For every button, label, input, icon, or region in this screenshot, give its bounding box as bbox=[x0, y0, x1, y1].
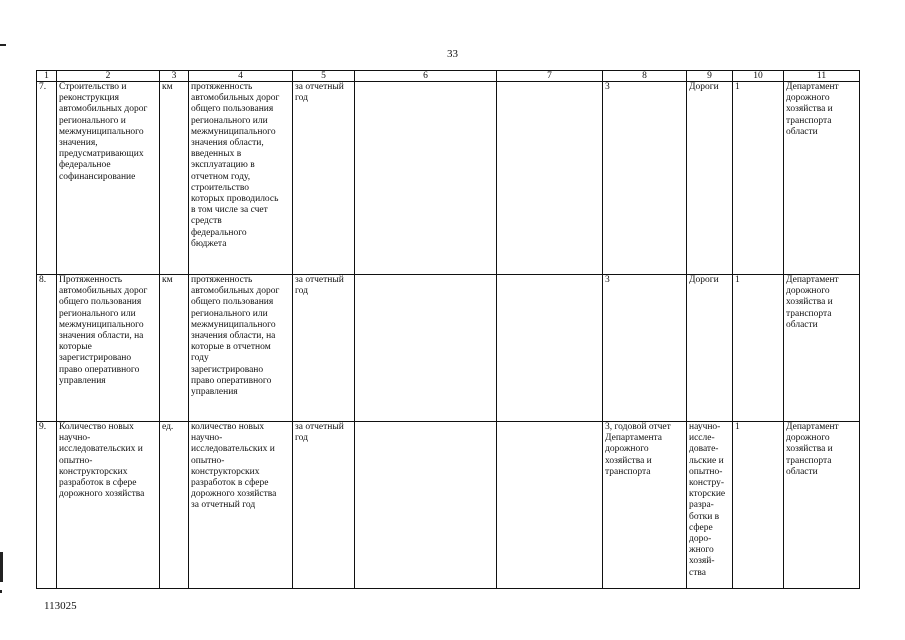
page-number: 33 bbox=[447, 48, 458, 60]
row-number: 8. bbox=[37, 275, 57, 422]
column-9-cell: Дороги bbox=[687, 82, 733, 275]
column-8-cell: 3, годовой отчет Департамента дорожного хозяйства и транспорта bbox=[603, 422, 687, 589]
table-row bbox=[37, 82, 860, 275]
responsible-cell: Департамент дорожного хозяйства и транспорта области bbox=[784, 275, 860, 422]
column-10-cell: 1 bbox=[733, 82, 784, 275]
column-6-cell bbox=[355, 82, 497, 275]
column-header: 11 bbox=[784, 71, 860, 82]
column-10-cell: 1 bbox=[733, 422, 784, 589]
period-cell: за отчетный год bbox=[293, 422, 355, 589]
column-header: 8 bbox=[603, 71, 687, 82]
column-header: 1 bbox=[37, 71, 57, 82]
responsible-cell: Департамент дорожного хозяйства и транспорта области bbox=[784, 82, 860, 275]
column-header: 5 bbox=[293, 71, 355, 82]
row-number: 7. bbox=[37, 82, 57, 275]
column-8-cell: 3 bbox=[603, 82, 687, 275]
column-10-cell: 1 bbox=[733, 275, 784, 422]
indicator-name: Протяженность автомобильных дорог общего пользования регионального или межмуниципального значения области, на которые зарегистрировано право оперативного управления bbox=[57, 275, 160, 422]
period-cell: за отчетный год bbox=[293, 82, 355, 275]
table-row bbox=[37, 275, 860, 422]
column-6-cell bbox=[355, 275, 497, 422]
table-header-row bbox=[37, 71, 860, 82]
indicator-name: Количество новых научно- исследовательских и опытно- конструкторских разработок в сфере дорожного хозяйства bbox=[57, 422, 160, 589]
column-9-cell: Дороги bbox=[687, 275, 733, 422]
column-6-cell bbox=[355, 422, 497, 589]
scan-edge-mark bbox=[0, 552, 3, 582]
column-8-cell: 3 bbox=[603, 275, 687, 422]
column-7-cell bbox=[497, 82, 603, 275]
column-header: 9 bbox=[687, 71, 733, 82]
document-code: 113025 bbox=[44, 600, 77, 612]
column-header: 10 bbox=[733, 71, 784, 82]
column-7-cell bbox=[497, 422, 603, 589]
column-header: 7 bbox=[497, 71, 603, 82]
column-header: 6 bbox=[355, 71, 497, 82]
period-cell: за отчетный год bbox=[293, 275, 355, 422]
column-header: 2 bbox=[57, 71, 160, 82]
unit-cell: км bbox=[160, 275, 189, 422]
scan-edge-mark bbox=[0, 590, 2, 593]
indicators-table bbox=[36, 70, 860, 589]
column-header: 3 bbox=[160, 71, 189, 82]
unit-cell: ед. bbox=[160, 422, 189, 589]
responsible-cell: Департамент дорожного хозяйства и транспорта области bbox=[784, 422, 860, 589]
definition-cell: протяженность автомобильных дорог общего пользования регионального или межмуниципального значения области, на которые в отчетном году зарегистрировано право оперативного управления bbox=[189, 275, 293, 422]
unit-cell: км bbox=[160, 82, 189, 275]
indicator-name: Строительство и реконструкция автомобильных дорог регионального и межмуниципального значения, предусматривающих федеральное софинансирование bbox=[57, 82, 160, 275]
column-header: 4 bbox=[189, 71, 293, 82]
table-row bbox=[37, 422, 860, 589]
scan-edge-mark bbox=[0, 44, 6, 46]
column-7-cell bbox=[497, 275, 603, 422]
column-9-cell: научно- иссле- довате- льские и опытно- констру- кторские разра- ботки в сфере доро- жного хозяй- ства bbox=[687, 422, 733, 589]
row-number: 9. bbox=[37, 422, 57, 589]
definition-cell: количество новых научно- исследовательских и опытно- конструкторских разработок в сфере дорожного хозяйства за отчетный год bbox=[189, 422, 293, 589]
definition-cell: протяженность автомобильных дорог общего пользования регионального или межмуниципального значения области, введенных в эксплуатацию в отчетном году, строительство которых проводилось в том числе за счет средств федерального бюджета bbox=[189, 82, 293, 275]
